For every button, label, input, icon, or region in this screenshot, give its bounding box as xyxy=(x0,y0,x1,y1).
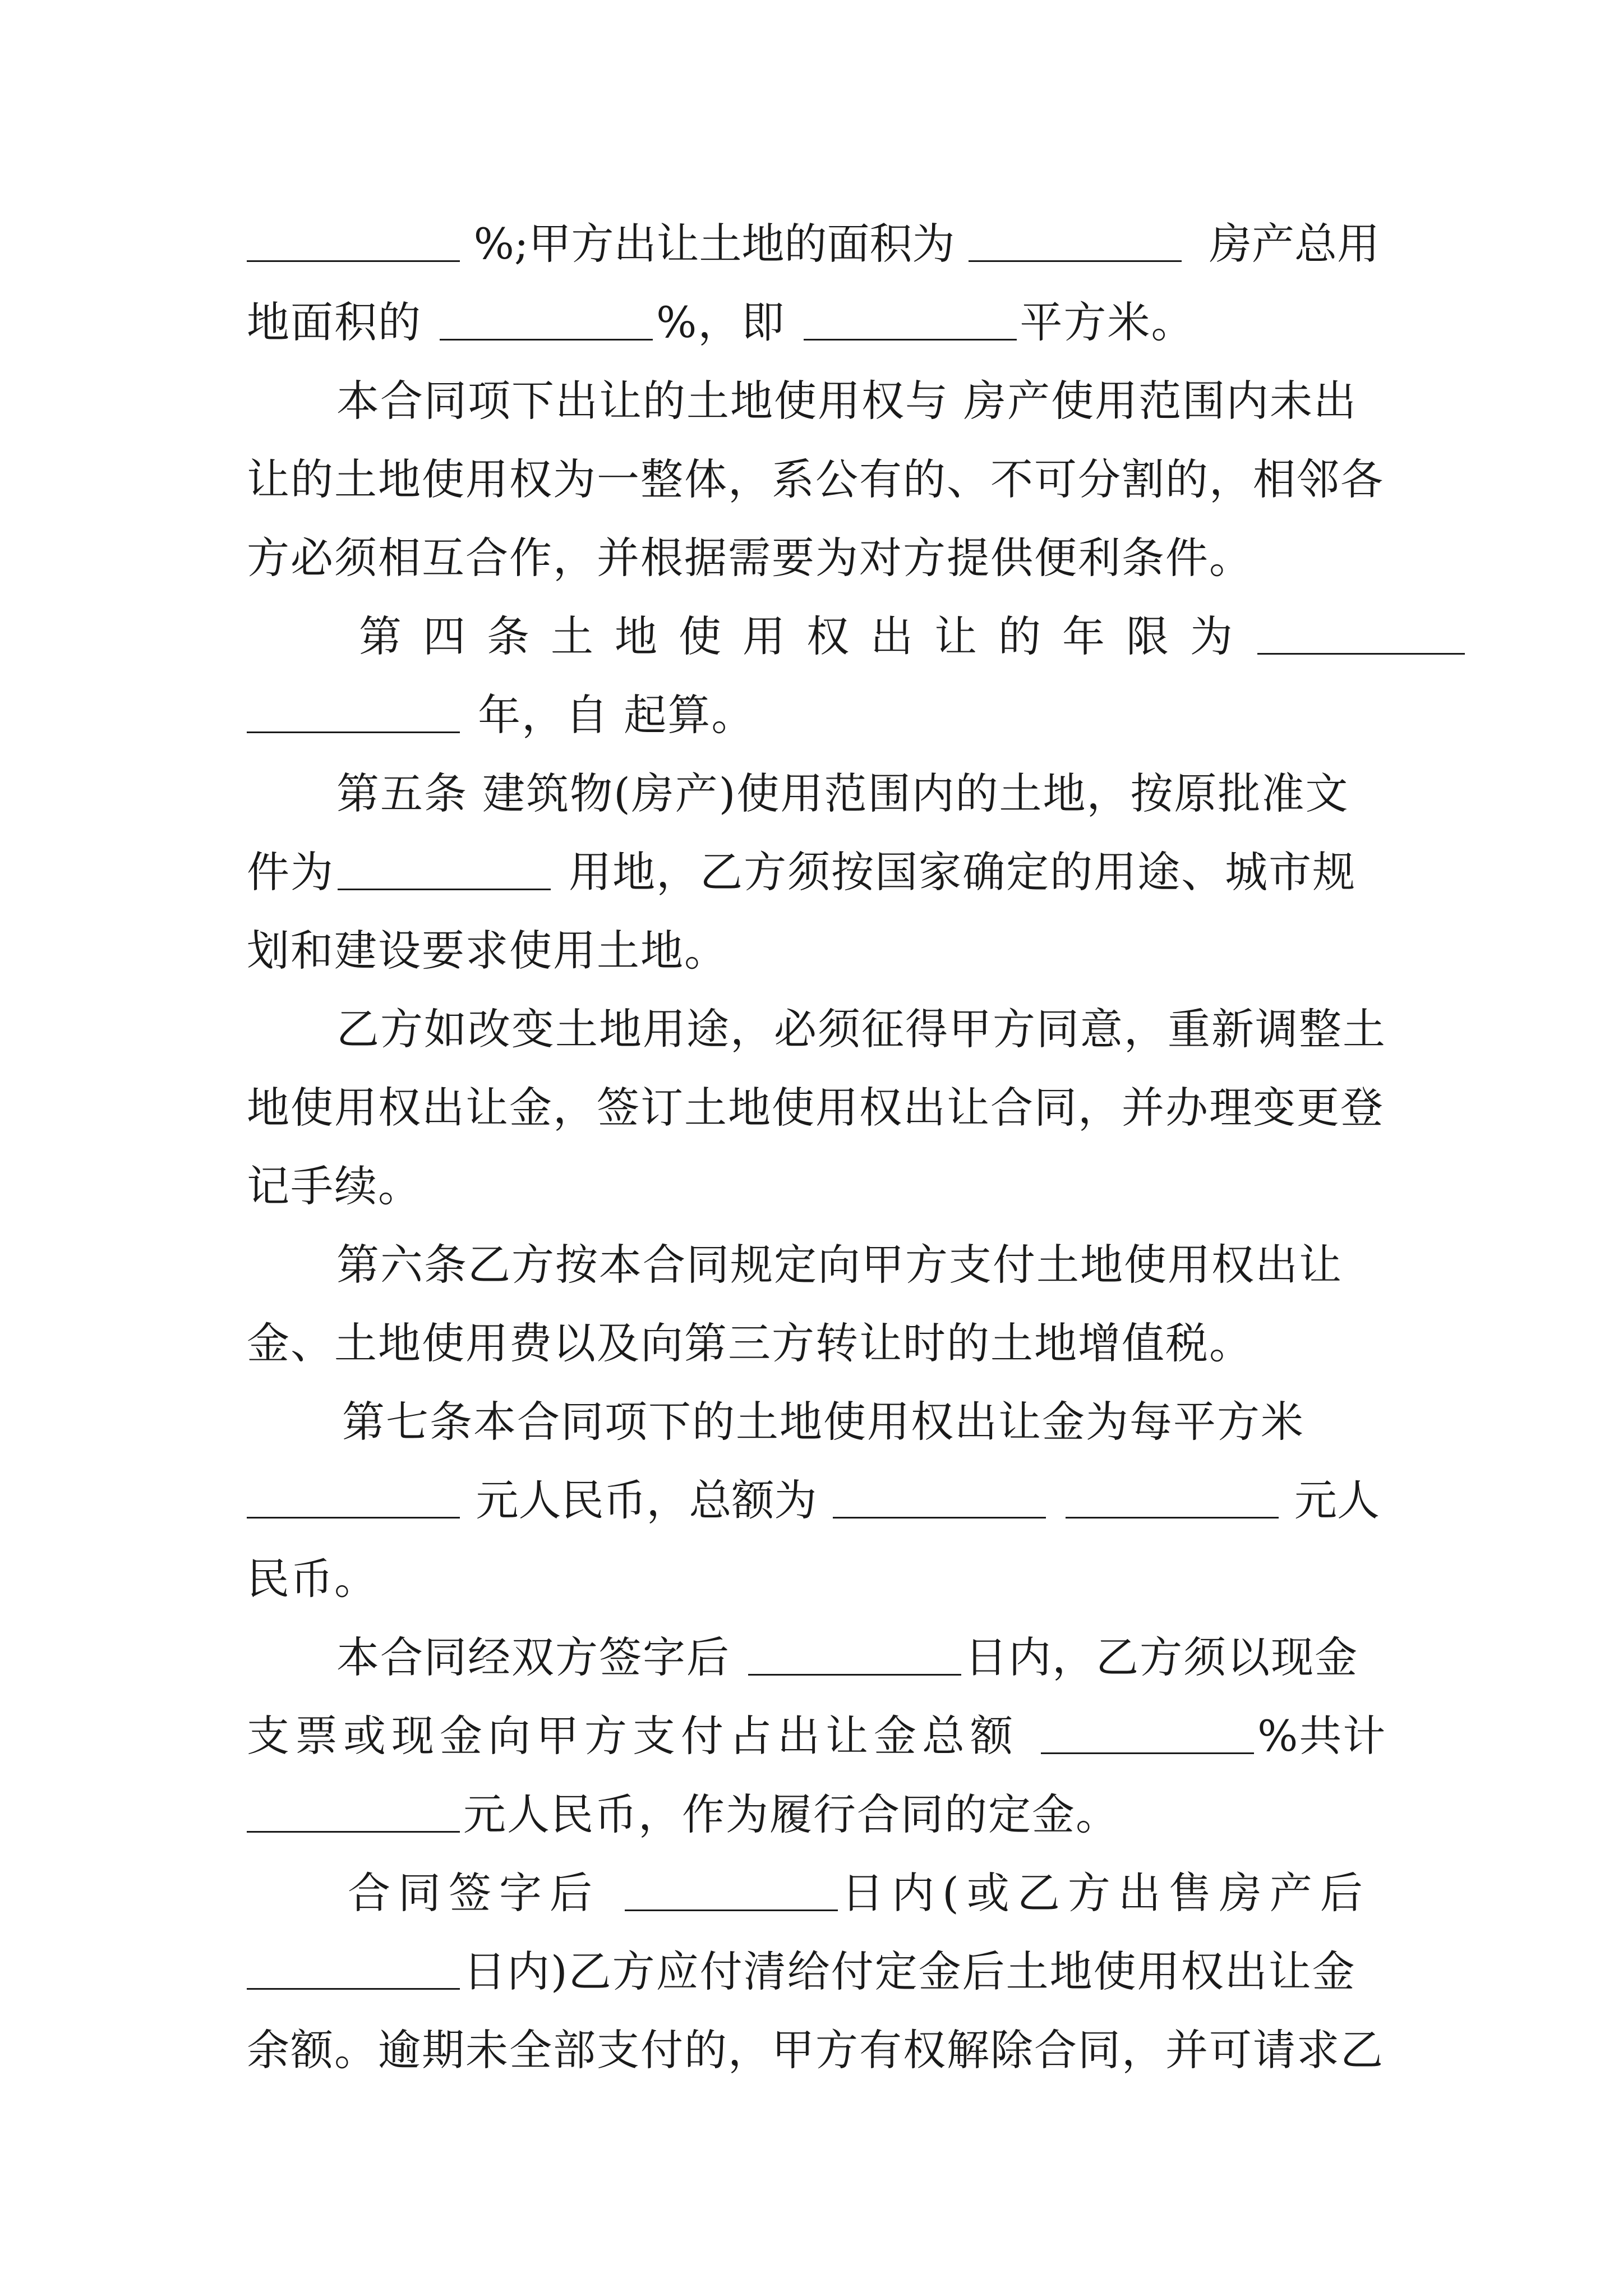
text-segment: %，即 xyxy=(656,297,800,347)
fill-blank xyxy=(247,259,460,262)
text-segment: 合同签字后 xyxy=(348,1868,622,1918)
text-segment: %;甲方出让土地的面积为 xyxy=(473,219,955,269)
text-line xyxy=(247,1304,1380,1383)
text-line xyxy=(348,1854,1380,1932)
text-segment: 元人 xyxy=(1294,1475,1380,1525)
text-segment: 房产总用 xyxy=(1195,219,1380,269)
text-line xyxy=(247,1540,1380,1618)
text-line xyxy=(247,1147,1380,1226)
text-segment: 记手续。 xyxy=(247,1161,422,1211)
fill-blank xyxy=(969,259,1182,262)
text-segment: 让的土地使用权为一整体，系公有的、不可分割的，相邻各 xyxy=(247,454,1384,504)
fill-blank xyxy=(247,1987,460,1990)
fill-blank xyxy=(1257,652,1465,655)
text-line xyxy=(336,754,1380,833)
text-segment: 乙方如改变土地用途，必须征得甲方同意，重新调整土 xyxy=(336,1004,1386,1054)
text-segment: 方必须相互合作，并根据需要为对方提供便利条件。 xyxy=(247,533,1253,583)
text-line xyxy=(247,1775,1380,1854)
fill-blank xyxy=(1041,1751,1254,1754)
text-segment: 日内，乙方须以现金 xyxy=(965,1632,1359,1682)
text-segment: 第六条乙方按本合同规定向甲方支付土地使用权出让 xyxy=(336,1240,1343,1290)
text-line xyxy=(247,2011,1384,2090)
text-segment: 用地，乙方须按国家确定的用途、城市规 xyxy=(554,847,1357,897)
fill-blank xyxy=(247,730,460,733)
text-segment: 余额。逾期未全部支付的，甲方有权解除合同，并可请求乙 xyxy=(247,2025,1384,2075)
fill-blank xyxy=(1066,1516,1279,1519)
text-line xyxy=(247,833,1380,912)
text-line xyxy=(247,1069,1384,1147)
text-line xyxy=(247,440,1384,519)
text-line xyxy=(336,362,1380,440)
text-segment: 日内)乙方应付清给付定金后土地使用权出让金 xyxy=(463,1947,1356,1996)
text-line xyxy=(336,990,1386,1069)
text-segment: 元人民币，作为履行合同的定金。 xyxy=(463,1789,1119,1839)
text-segment: 平方米。 xyxy=(1020,297,1195,347)
text-line xyxy=(342,1383,1380,1461)
text-segment: 日内(或乙方出售房产后 xyxy=(841,1868,1371,1918)
text-segment: %共计 xyxy=(1257,1711,1387,1761)
text-line xyxy=(247,519,1380,597)
text-line xyxy=(247,283,1380,362)
text-line xyxy=(359,597,1380,676)
text-line xyxy=(247,1461,1380,1540)
text-segment: 本合同经双方签字后 xyxy=(336,1632,745,1682)
text-line xyxy=(247,1932,1380,2011)
text-line xyxy=(336,1618,1380,1697)
text-segment: 第四条土地使用权出让的年限为 xyxy=(359,611,1254,661)
text-segment: 第七条本合同项下的土地使用权出让金为每平方米 xyxy=(342,1397,1304,1447)
text-segment: 划和建设要求使用土地。 xyxy=(247,926,728,976)
fill-blank xyxy=(247,1516,460,1519)
text-line xyxy=(247,676,1380,754)
text-segment: 地面积的 xyxy=(247,297,437,347)
text-segment: 件为 xyxy=(247,847,334,897)
text-segment: 元人民币，总额为 xyxy=(476,1475,817,1525)
fill-blank xyxy=(440,338,653,341)
text-segment: 地使用权出让金，签订土地使用权出让合同，并办理变更登 xyxy=(247,1083,1384,1133)
text-segment: 本合同项下出让的土地使用权与 房产使用范围内未出 xyxy=(336,376,1358,426)
fill-blank xyxy=(247,1830,460,1833)
fill-blank xyxy=(833,1516,1046,1519)
text-segment: 金、土地使用费以及向第三方转让时的土地增值税。 xyxy=(247,1318,1253,1368)
text-segment: 年，自 起算。 xyxy=(463,690,755,740)
fill-blank xyxy=(338,887,551,890)
text-line xyxy=(247,205,1380,283)
text-segment: 民币。 xyxy=(247,1554,378,1604)
text-line xyxy=(247,1697,1387,1775)
fill-blank xyxy=(748,1673,961,1676)
text-segment: 支票或现金向甲方支付占出让金总额 xyxy=(247,1711,1038,1761)
text-segment: 第五条 建筑物(房产)使用范围内的土地，按原批准文 xyxy=(336,769,1349,818)
fill-blank xyxy=(625,1908,838,1911)
text-line xyxy=(247,912,1380,990)
fill-blank xyxy=(804,338,1017,341)
text-line xyxy=(336,1226,1380,1304)
